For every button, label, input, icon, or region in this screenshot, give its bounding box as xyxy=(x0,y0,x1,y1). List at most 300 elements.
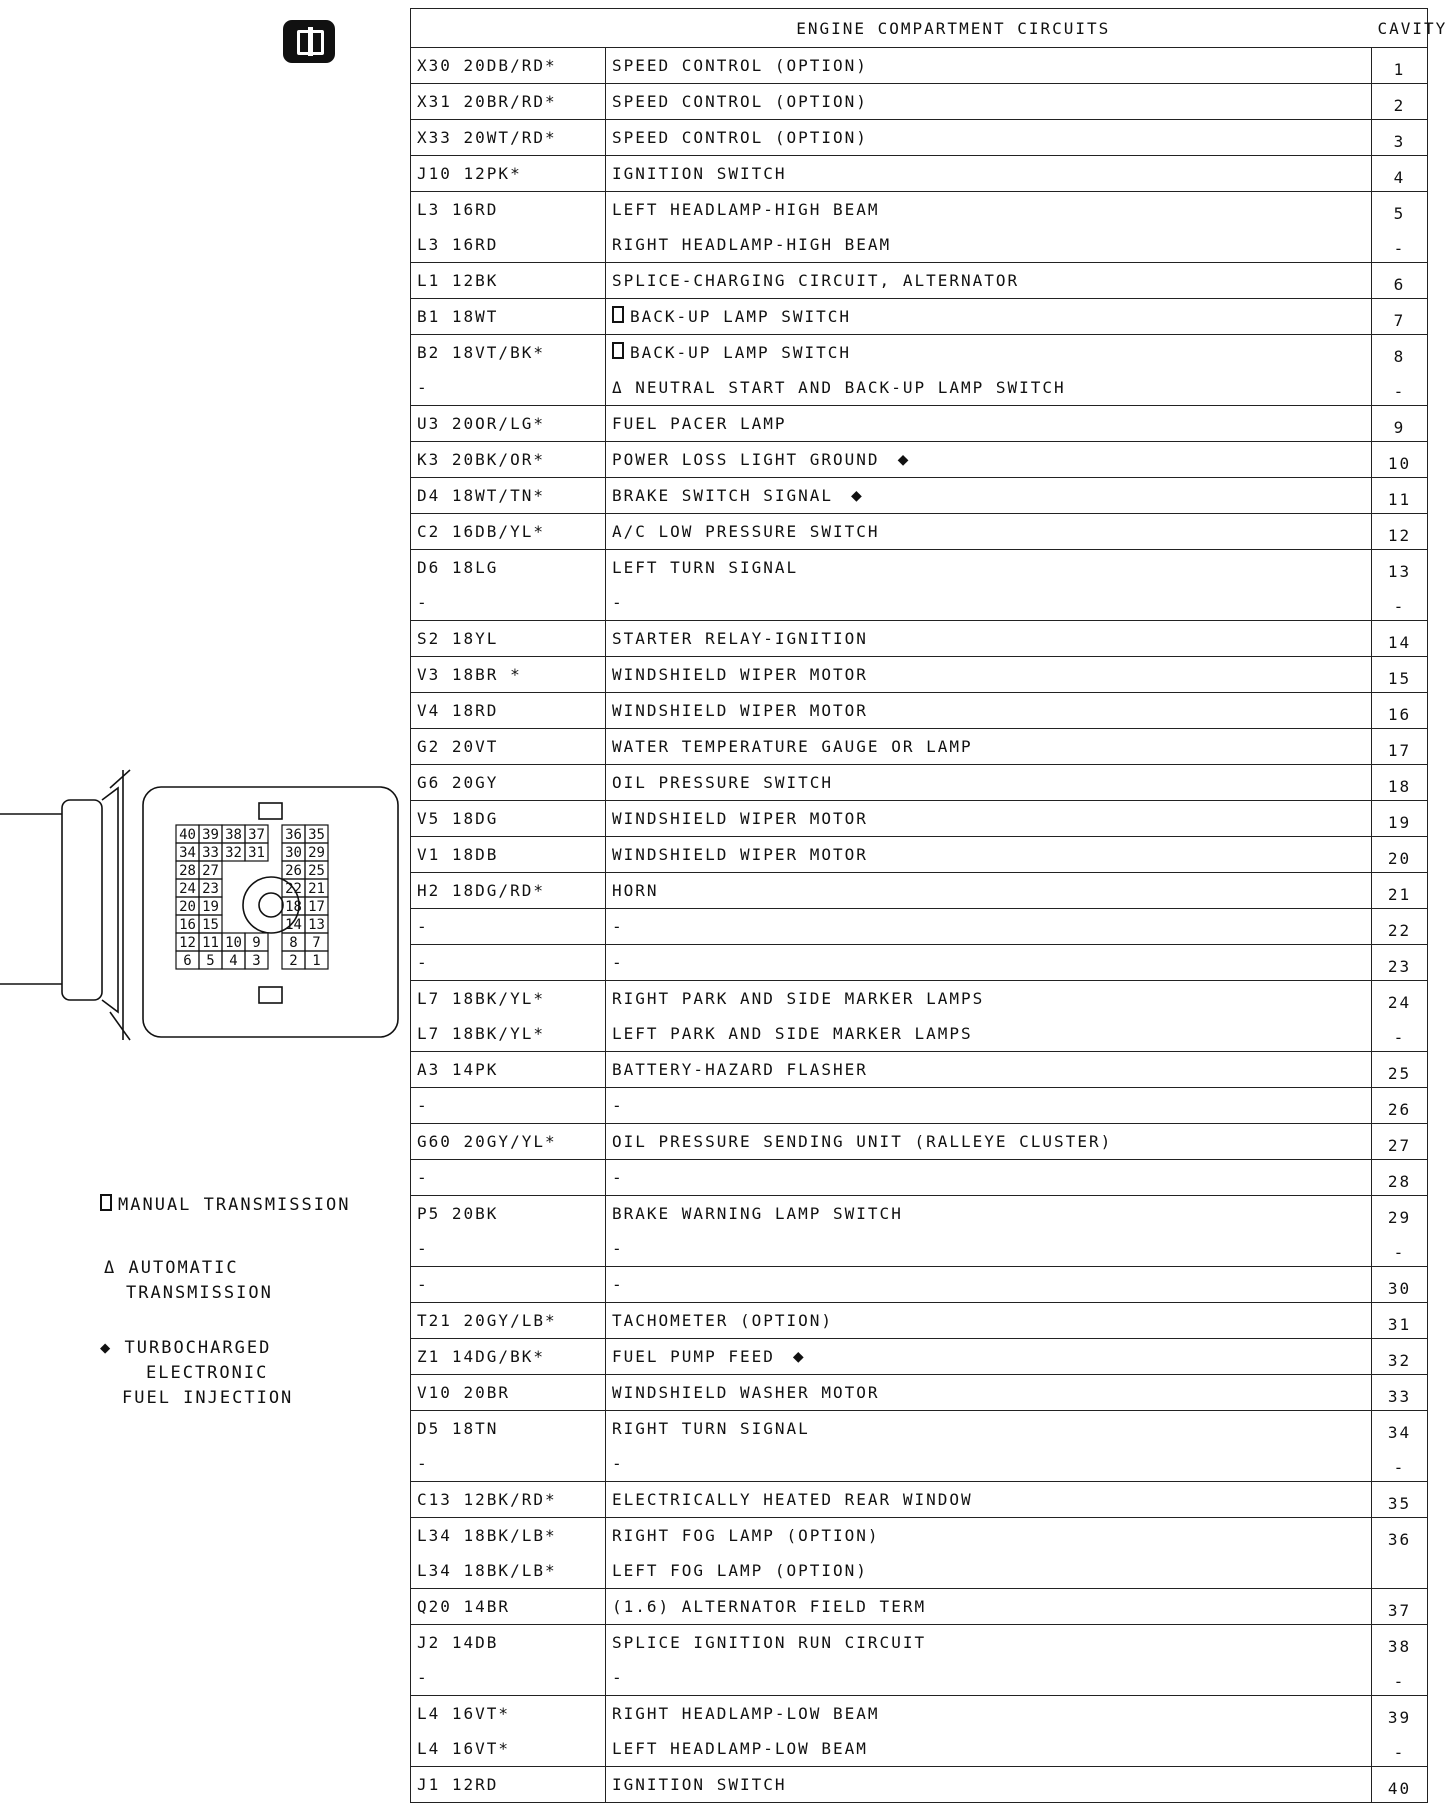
cav-text: 39 xyxy=(1387,1708,1412,1727)
wires-text: P5 20BK xyxy=(417,1204,499,1223)
cav-cell xyxy=(1372,1339,1428,1375)
desc-text: A/C LOW PRESSURE SWITCH xyxy=(612,522,880,541)
cav-cell xyxy=(1372,84,1428,120)
cav-text: 17 xyxy=(1387,741,1412,760)
cav-text: 40 xyxy=(1387,1779,1412,1798)
cav-cell xyxy=(1372,837,1428,873)
wires-cell xyxy=(411,1767,606,1803)
desc-cell xyxy=(606,1625,1372,1696)
wires-cell xyxy=(411,621,606,657)
desc-text: OIL PRESSURE SWITCH xyxy=(612,773,834,792)
wires-cell xyxy=(411,442,606,478)
wires-cell xyxy=(411,1482,606,1518)
connector-cavity-label: 32 xyxy=(225,845,242,861)
desc-cell xyxy=(606,1589,1372,1625)
cav-text: 9 xyxy=(1393,418,1406,437)
table-row xyxy=(411,837,1428,873)
desc-cell xyxy=(606,406,1372,442)
cav-text: 20 xyxy=(1387,849,1412,868)
desc-text: - xyxy=(612,917,624,936)
desc-text: FUEL PACER LAMP xyxy=(612,414,787,433)
wires-cell xyxy=(411,1160,606,1196)
wires-cell xyxy=(411,1589,606,1625)
wires-text: T21 20GY/LB* xyxy=(417,1311,557,1330)
cav-cell xyxy=(1372,1625,1428,1696)
wires-text: V4 18RD xyxy=(417,701,499,720)
table-row xyxy=(411,945,1428,981)
cav-text: 31 xyxy=(1387,1315,1412,1334)
cav-text: 28 xyxy=(1387,1172,1412,1191)
connector-cavity-label: 18 xyxy=(285,899,302,915)
wires-text: - xyxy=(417,1275,429,1294)
cav-text: 19 xyxy=(1387,813,1412,832)
cavity-header: CAVITY xyxy=(1372,9,1428,48)
cav-text: 12 xyxy=(1387,526,1412,545)
desc-text: HORN xyxy=(612,881,659,900)
desc-text: - xyxy=(612,1275,624,1294)
connector-cavity-label: 9 xyxy=(252,935,261,951)
wires-cell xyxy=(411,478,606,514)
connector-diagram xyxy=(0,770,470,1070)
cav-text: - xyxy=(1393,382,1406,401)
cav-text: 14 xyxy=(1387,633,1412,652)
circuit-table xyxy=(410,8,1447,1803)
wires-cell xyxy=(411,1088,606,1124)
desc-cell xyxy=(606,1196,1372,1267)
cav-text: 15 xyxy=(1387,669,1412,688)
wires-text: X31 20BR/RD* xyxy=(417,92,557,111)
wires-text: G60 20GY/YL* xyxy=(417,1132,557,1151)
wires-text: - xyxy=(417,1239,429,1258)
cav-cell xyxy=(1372,406,1428,442)
desc-cell xyxy=(606,693,1372,729)
table-row xyxy=(411,693,1428,729)
cav-text: 7 xyxy=(1393,311,1406,330)
cav-cell xyxy=(1372,335,1428,406)
table-row xyxy=(411,156,1428,192)
desc-text: TACHOMETER (OPTION) xyxy=(612,1311,834,1330)
table-row xyxy=(411,1303,1428,1339)
desc-cell xyxy=(606,909,1372,945)
cav-text: - xyxy=(1393,1743,1406,1762)
desc-text: (1.6) ALTERNATOR FIELD TERM xyxy=(612,1597,927,1616)
desc-cell xyxy=(606,1696,1372,1767)
desc-text: RIGHT HEADLAMP-LOW BEAM xyxy=(612,1704,880,1723)
cav-text: 23 xyxy=(1387,957,1412,976)
cav-cell xyxy=(1372,1589,1428,1625)
wires-cell xyxy=(411,406,606,442)
cav-text: - xyxy=(1393,597,1406,616)
connector-cavity-label: 25 xyxy=(308,863,325,879)
cav-text: 2 xyxy=(1393,96,1406,115)
wires-cell xyxy=(411,120,606,156)
desc-text: RIGHT HEADLAMP-HIGH BEAM xyxy=(612,235,892,254)
desc-text: WINDSHIELD WIPER MOTOR xyxy=(612,809,868,828)
wires-cell xyxy=(411,1375,606,1411)
wires-text: X33 20WT/RD* xyxy=(417,128,557,147)
cav-cell xyxy=(1372,1052,1428,1088)
connector-cavity-label: 15 xyxy=(202,917,219,933)
cav-cell xyxy=(1372,192,1428,263)
desc-cell xyxy=(606,478,1372,514)
connector-cavity-label: 26 xyxy=(285,863,302,879)
cav-text: 34 xyxy=(1387,1423,1412,1442)
cav-cell xyxy=(1372,765,1428,801)
cav-cell xyxy=(1372,981,1428,1052)
cav-text: 32 xyxy=(1387,1351,1412,1370)
desc-cell xyxy=(606,873,1372,909)
table-row xyxy=(411,299,1428,335)
cav-cell xyxy=(1372,1696,1428,1767)
desc-cell xyxy=(606,1482,1372,1518)
wires-text: L7 18BK/YL* xyxy=(417,989,545,1008)
cav-cell xyxy=(1372,120,1428,156)
wires-text: C13 12BK/RD* xyxy=(417,1490,557,1509)
wires-text: - xyxy=(417,953,429,972)
wires-text: G2 20VT xyxy=(417,737,499,756)
connector-cavity-label: 2 xyxy=(289,953,298,969)
connector-cavity-label: 21 xyxy=(308,881,325,897)
desc-cell xyxy=(606,1124,1372,1160)
desc-text: FUEL PUMP FEED ◆ xyxy=(612,1346,806,1367)
cav-cell xyxy=(1372,1196,1428,1267)
wires-cell xyxy=(411,263,606,299)
open-square-icon xyxy=(612,342,624,359)
wires-text: X30 20DB/RD* xyxy=(417,56,557,75)
desc-text: WINDSHIELD WIPER MOTOR xyxy=(612,845,868,864)
wires-text: V3 18BR * xyxy=(417,665,522,684)
wires-cell xyxy=(411,514,606,550)
table-title: ENGINE COMPARTMENT CIRCUITS xyxy=(411,9,1372,48)
desc-text: IGNITION SWITCH xyxy=(612,1775,787,1794)
table-row xyxy=(411,48,1428,84)
cav-cell xyxy=(1372,873,1428,909)
wires-text: - xyxy=(417,1096,429,1115)
table-row xyxy=(411,1767,1428,1803)
desc-cell xyxy=(606,729,1372,765)
desc-text: IGNITION SWITCH xyxy=(612,164,787,183)
wires-cell xyxy=(411,84,606,120)
cav-text: 1 xyxy=(1393,60,1406,79)
cav-text: 35 xyxy=(1387,1494,1412,1513)
connector-cavity-label: 39 xyxy=(202,827,219,843)
wires-text: B1 18WT xyxy=(417,307,499,326)
desc-cell xyxy=(606,263,1372,299)
wires-cell xyxy=(411,1518,606,1589)
desc-text: WATER TEMPERATURE GAUGE OR LAMP xyxy=(612,737,973,756)
cav-text: 13 xyxy=(1387,562,1412,581)
connector-cavity-label: 29 xyxy=(308,845,325,861)
desc-text: LEFT FOG LAMP (OPTION) xyxy=(612,1561,868,1580)
desc-cell xyxy=(606,1052,1372,1088)
cav-text: 36 xyxy=(1387,1530,1412,1549)
desc-text: WINDSHIELD WASHER MOTOR xyxy=(612,1383,880,1402)
desc-cell xyxy=(606,1518,1372,1589)
cav-text: 33 xyxy=(1387,1387,1412,1406)
cav-cell xyxy=(1372,156,1428,192)
table-row xyxy=(411,120,1428,156)
table-row xyxy=(411,1339,1428,1375)
wires-cell xyxy=(411,1696,606,1767)
wires-text: L3 16RD xyxy=(417,200,499,219)
wires-text: K3 20BK/OR* xyxy=(417,450,545,469)
wires-text: Z1 14DG/BK* xyxy=(417,1347,545,1366)
wires-cell xyxy=(411,729,606,765)
open-square-icon xyxy=(612,306,624,323)
wires-text: D6 18LG xyxy=(417,558,499,577)
cav-cell xyxy=(1372,945,1428,981)
desc-cell xyxy=(606,657,1372,693)
wires-text: - xyxy=(417,1668,429,1687)
connector-cavity-label: 24 xyxy=(179,881,196,897)
wires-cell xyxy=(411,550,606,621)
table-row xyxy=(411,621,1428,657)
desc-text: - xyxy=(612,1239,624,1258)
wires-text: L1 12BK xyxy=(417,271,499,290)
connector-cavity-label: 20 xyxy=(179,899,196,915)
connector-cavity-label: 5 xyxy=(206,953,215,969)
connector-cavity-label: 31 xyxy=(248,845,265,861)
cav-text: - xyxy=(1393,1243,1406,1262)
desc-text: Δ NEUTRAL START AND BACK-UP LAMP SWITCH xyxy=(612,378,1066,397)
connector-cavity-label: 28 xyxy=(179,863,196,879)
cav-cell xyxy=(1372,1375,1428,1411)
diamond-icon: ◆ xyxy=(897,449,911,470)
connector-cavity-label: 11 xyxy=(202,935,219,951)
cav-text: - xyxy=(1393,1028,1406,1047)
connector-cavity-label: 22 xyxy=(285,881,302,897)
wires-cell xyxy=(411,1339,606,1375)
cav-text: 3 xyxy=(1393,132,1406,151)
desc-text: SPEED CONTROL (OPTION) xyxy=(612,56,868,75)
wires-text: J1 12RD xyxy=(417,1775,499,1794)
desc-text: - xyxy=(612,1454,624,1473)
desc-text: WINDSHIELD WIPER MOTOR xyxy=(612,701,868,720)
connector-cavity-label: 10 xyxy=(225,935,242,951)
cav-cell xyxy=(1372,1267,1428,1303)
table-row xyxy=(411,1696,1428,1767)
cav-cell xyxy=(1372,550,1428,621)
wires-text: L4 16VT* xyxy=(417,1704,511,1723)
table-row xyxy=(411,1052,1428,1088)
desc-cell xyxy=(606,84,1372,120)
desc-text: LEFT HEADLAMP-HIGH BEAM xyxy=(612,200,880,219)
table-row xyxy=(411,909,1428,945)
cav-cell xyxy=(1372,1482,1428,1518)
wires-cell xyxy=(411,1124,606,1160)
table-row xyxy=(411,1375,1428,1411)
cav-text: - xyxy=(1393,1672,1406,1691)
table-row xyxy=(411,442,1428,478)
table-row xyxy=(411,478,1428,514)
cav-text: 10 xyxy=(1387,454,1412,473)
connector-cavity-label: 27 xyxy=(202,863,219,879)
desc-cell xyxy=(606,335,1372,406)
desc-text: SPEED CONTROL (OPTION) xyxy=(612,92,868,111)
wires-text: V10 20BR xyxy=(417,1383,511,1402)
table-header xyxy=(411,9,1428,48)
wires-text: - xyxy=(417,378,429,397)
cav-cell xyxy=(1372,693,1428,729)
cav-text: 11 xyxy=(1387,490,1412,509)
desc-text: BRAKE WARNING LAMP SWITCH xyxy=(612,1204,903,1223)
desc-cell xyxy=(606,1088,1372,1124)
cav-text: 37 xyxy=(1387,1601,1412,1620)
cav-text: 5 xyxy=(1393,204,1406,223)
wires-text: J10 12PK* xyxy=(417,164,522,183)
cav-text: 8 xyxy=(1393,347,1406,366)
wires-text: L34 18BK/LB* xyxy=(417,1561,557,1580)
desc-text: BATTERY-HAZARD FLASHER xyxy=(612,1060,868,1079)
cav-cell xyxy=(1372,442,1428,478)
desc-text: POWER LOSS LIGHT GROUND ◆ xyxy=(612,449,911,470)
cav-text: 6 xyxy=(1393,275,1406,294)
table-row xyxy=(411,801,1428,837)
cav-text: 38 xyxy=(1387,1637,1412,1656)
wires-cell xyxy=(411,657,606,693)
desc-cell xyxy=(606,442,1372,478)
wires-text: V1 18DB xyxy=(417,845,499,864)
desc-cell xyxy=(606,550,1372,621)
connector-cavity-label: 6 xyxy=(183,953,192,969)
desc-text: RIGHT PARK AND SIDE MARKER LAMPS xyxy=(612,989,985,1008)
desc-text: LEFT PARK AND SIDE MARKER LAMPS xyxy=(612,1024,973,1043)
wires-cell xyxy=(411,1625,606,1696)
cav-cell xyxy=(1372,1518,1428,1589)
cav-text: 29 xyxy=(1387,1208,1412,1227)
desc-text: BACK-UP LAMP SWITCH xyxy=(612,299,1365,334)
wires-text: L4 16VT* xyxy=(417,1739,511,1758)
connector-cavity-label: 3 xyxy=(252,953,261,969)
cav-text: 4 xyxy=(1393,168,1406,187)
desc-cell xyxy=(606,1267,1372,1303)
desc-text: RIGHT TURN SIGNAL xyxy=(612,1419,810,1438)
cav-text: 24 xyxy=(1387,993,1412,1012)
table-row xyxy=(411,335,1428,406)
connector-cavity-label: 1 xyxy=(312,953,321,969)
wires-text: G6 20GY xyxy=(417,773,499,792)
table-row xyxy=(411,657,1428,693)
cav-cell xyxy=(1372,909,1428,945)
desc-cell xyxy=(606,1160,1372,1196)
desc-cell xyxy=(606,837,1372,873)
table-row xyxy=(411,1267,1428,1303)
wires-text: A3 14PK xyxy=(417,1060,499,1079)
connector-cavity-label: 34 xyxy=(179,845,196,861)
wires-cell xyxy=(411,299,606,335)
cav-text: 21 xyxy=(1387,885,1412,904)
wires-text: V5 18DG xyxy=(417,809,499,828)
table-row xyxy=(411,192,1428,263)
connector-cavity-label: 13 xyxy=(308,917,325,933)
table-row xyxy=(411,873,1428,909)
cav-cell xyxy=(1372,1303,1428,1339)
desc-text: LEFT HEADLAMP-LOW BEAM xyxy=(612,1739,868,1758)
cav-cell xyxy=(1372,48,1428,84)
wires-text: - xyxy=(417,593,429,612)
desc-text: - xyxy=(612,593,624,612)
diamond-icon: ◆ xyxy=(100,1338,113,1358)
desc-cell xyxy=(606,801,1372,837)
diamond-icon: ◆ xyxy=(851,485,864,506)
desc-text: - xyxy=(612,1668,624,1687)
desc-text: - xyxy=(612,1096,624,1115)
cav-cell xyxy=(1372,263,1428,299)
cav-text: 18 xyxy=(1387,777,1412,796)
cav-text: - xyxy=(1393,239,1406,258)
table-row xyxy=(411,1411,1428,1482)
table-row xyxy=(411,1124,1428,1160)
desc-text: SPEED CONTROL (OPTION) xyxy=(612,128,868,147)
table-row xyxy=(411,263,1428,299)
cav-text: 16 xyxy=(1387,705,1412,724)
desc-text: WINDSHIELD WIPER MOTOR xyxy=(612,665,868,684)
wires-cell xyxy=(411,693,606,729)
connector-cavity-label: 14 xyxy=(285,917,302,933)
desc-cell xyxy=(606,1375,1372,1411)
desc-text: - xyxy=(612,953,624,972)
desc-cell xyxy=(606,765,1372,801)
table-row xyxy=(411,84,1428,120)
legend-automatic: Δ AUTOMATIC TRANSMISSION xyxy=(104,1258,273,1303)
desc-cell xyxy=(606,192,1372,263)
cav-text: 30 xyxy=(1387,1279,1412,1298)
legend-turbo: ◆ TURBOCHARGED ELECTRONIC FUEL INJECTION xyxy=(100,1338,294,1408)
triangle-icon: Δ xyxy=(104,1258,117,1278)
desc-cell xyxy=(606,621,1372,657)
desc-text: BACK-UP LAMP SWITCH xyxy=(612,335,1365,370)
wires-cell xyxy=(411,1267,606,1303)
connector-cavity-label: 17 xyxy=(308,899,325,915)
table-row xyxy=(411,1625,1428,1696)
wires-text: J2 14DB xyxy=(417,1633,499,1652)
connector-cavity-label: 7 xyxy=(312,935,321,951)
desc-text: SPLICE-CHARGING CIRCUIT, ALTERNATOR xyxy=(612,271,1020,290)
table-row xyxy=(411,514,1428,550)
desc-cell xyxy=(606,1767,1372,1803)
cav-text: 26 xyxy=(1387,1100,1412,1119)
table-row xyxy=(411,1589,1428,1625)
table-row xyxy=(411,1088,1428,1124)
wires-text: - xyxy=(417,1454,429,1473)
cav-cell xyxy=(1372,514,1428,550)
cav-text: - xyxy=(1393,1458,1406,1477)
desc-cell xyxy=(606,48,1372,84)
desc-cell xyxy=(606,156,1372,192)
wires-cell xyxy=(411,48,606,84)
wires-text: D4 18WT/TN* xyxy=(417,486,545,505)
desc-text: BRAKE SWITCH SIGNAL ◆ xyxy=(612,485,864,506)
connector-cavity-label: 33 xyxy=(202,845,219,861)
desc-cell xyxy=(606,120,1372,156)
desc-cell xyxy=(606,1339,1372,1375)
cav-cell xyxy=(1372,729,1428,765)
connector-cavity-label: 23 xyxy=(202,881,219,897)
table-row xyxy=(411,1160,1428,1196)
wires-text: - xyxy=(417,917,429,936)
wires-text: - xyxy=(417,1168,429,1187)
desc-text: STARTER RELAY-IGNITION xyxy=(612,629,868,648)
connector-cavity-label: 4 xyxy=(229,953,238,969)
cav-cell xyxy=(1372,1088,1428,1124)
connector-badge-icon xyxy=(283,20,335,63)
wires-text: H2 18DG/RD* xyxy=(417,881,545,900)
table-row xyxy=(411,981,1428,1052)
desc-text: - xyxy=(612,1168,624,1187)
open-square-icon xyxy=(100,1194,112,1211)
diamond-icon: ◆ xyxy=(792,1346,806,1367)
table-row xyxy=(411,1518,1428,1589)
